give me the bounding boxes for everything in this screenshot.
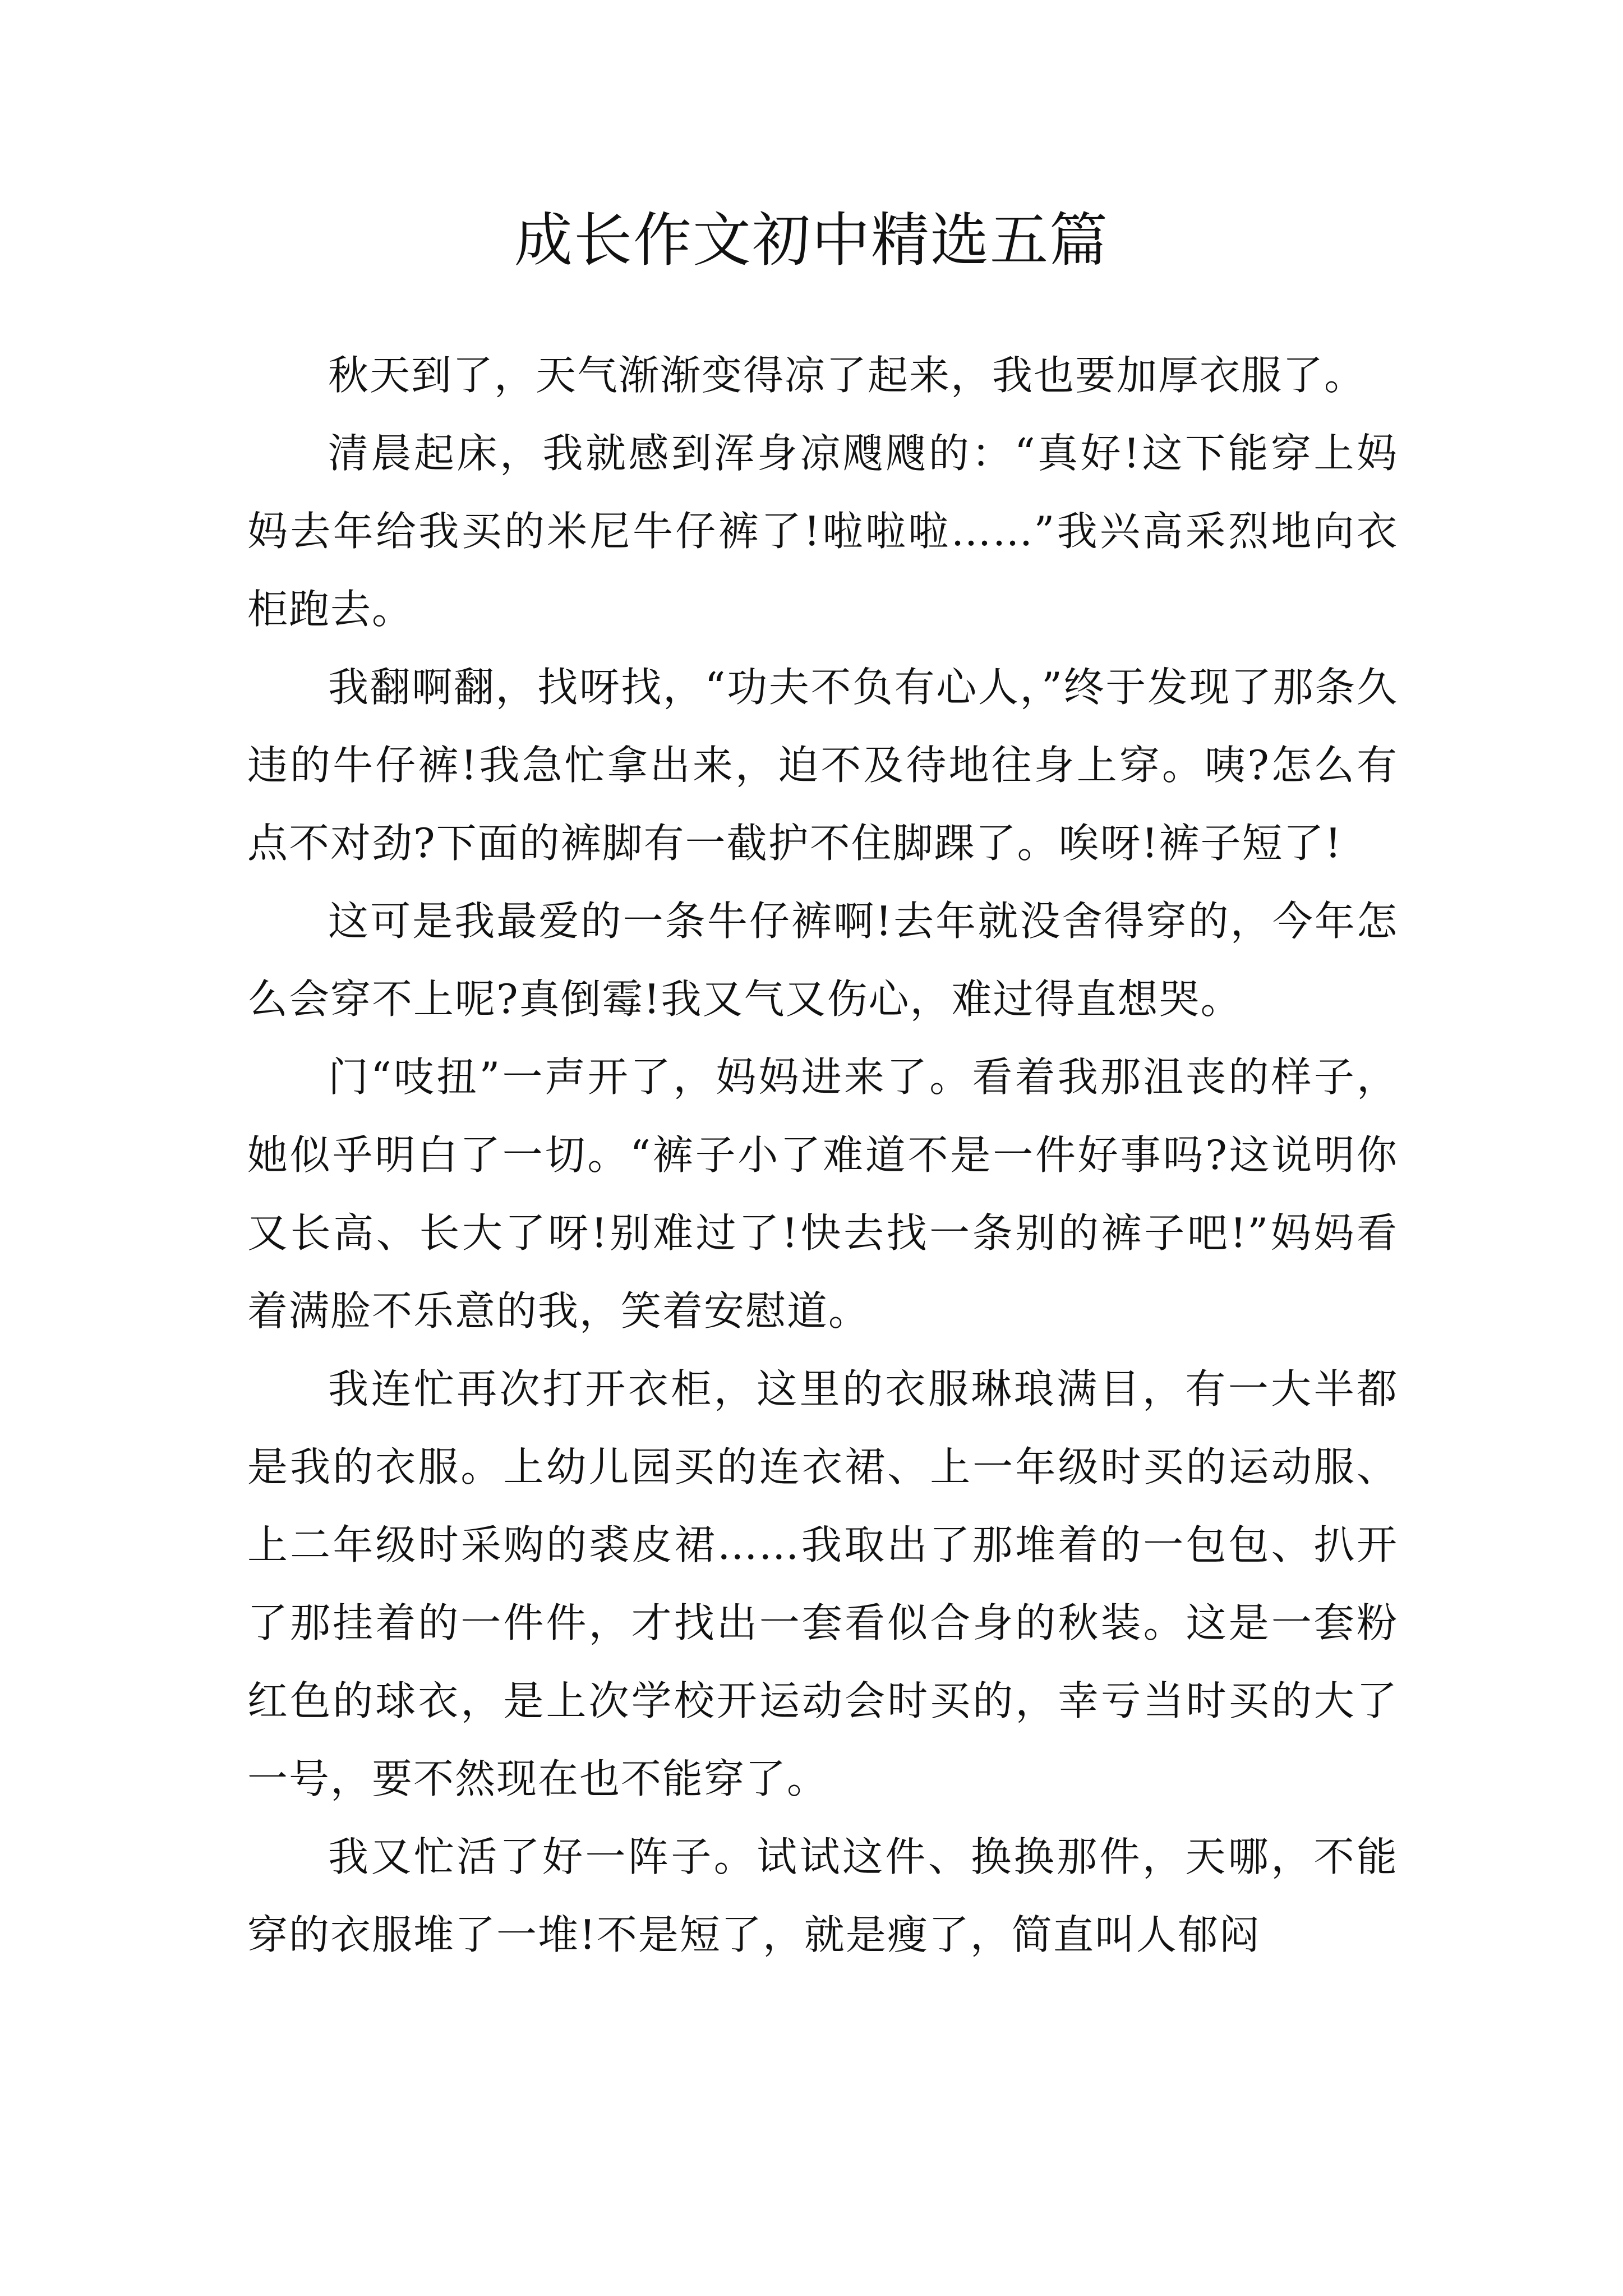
paragraph: 秋天到了，天气渐渐变得凉了起来，我也要加厚衣服了。 [328,352,1366,399]
paragraph: 我翻啊翻，找呀找，“功夫不负有心人，”终于发现了那条久违的牛仔裤!我急忙拿出来，迫不及待地往身上穿。咦?怎么有点不对劲?下面的裤脚有一截护不住脚踝了。唉呀!裤子短了! [247,664,1398,867]
document-body [247,337,1398,1974]
paragraph: 我又忙活了好一阵子。试试这件、换换那件，天哪，不能穿的衣服堆了一堆!不是短了，就是瘦了，简直叫人郁闷 [247,1833,1398,1958]
paragraph: 清晨起床，我就感到浑身凉飕飕的：“真好!这下能穿上妈妈去年给我买的米尼牛仔裤了!啦啦啦……”我兴高采烈地向衣柜跑去。 [247,430,1398,633]
paragraph: 这可是我最爱的一条牛仔裤啊!去年就没舍得穿的，今年怎么会穿不上呢?真倒霉!我又气又伤心，难过得直想哭。 [247,898,1398,1023]
document-title: 成长作文初中精选五篇 [514,206,1109,274]
paragraph: 门“吱扭”一声开了，妈妈进来了。看着我那沮丧的样子，她似乎明白了一切。“裤子小了难道不是一件好事吗?这说明你又长高、长大了呀!别难过了!快去找一条别的裤子吧!”妈妈看着满脸不乐意的我，笑着安慰道。 [247,1053,1398,1335]
paragraph: 我连忙再次打开衣柜，这里的衣服琳琅满目，有一大半都是我的衣服。上幼儿园买的连衣裙、上一年级时买的运动服、上二年级时采购的裘皮裙……我取出了那堆着的一包包、扒开了那挂着的一件件，才找出一套看似合身的秋装。这是一套粉红色的球衣，是上次学校开运动会时买的，幸亏当时买的大了一号，要不然现在也不能穿了。 [247,1365,1398,1802]
